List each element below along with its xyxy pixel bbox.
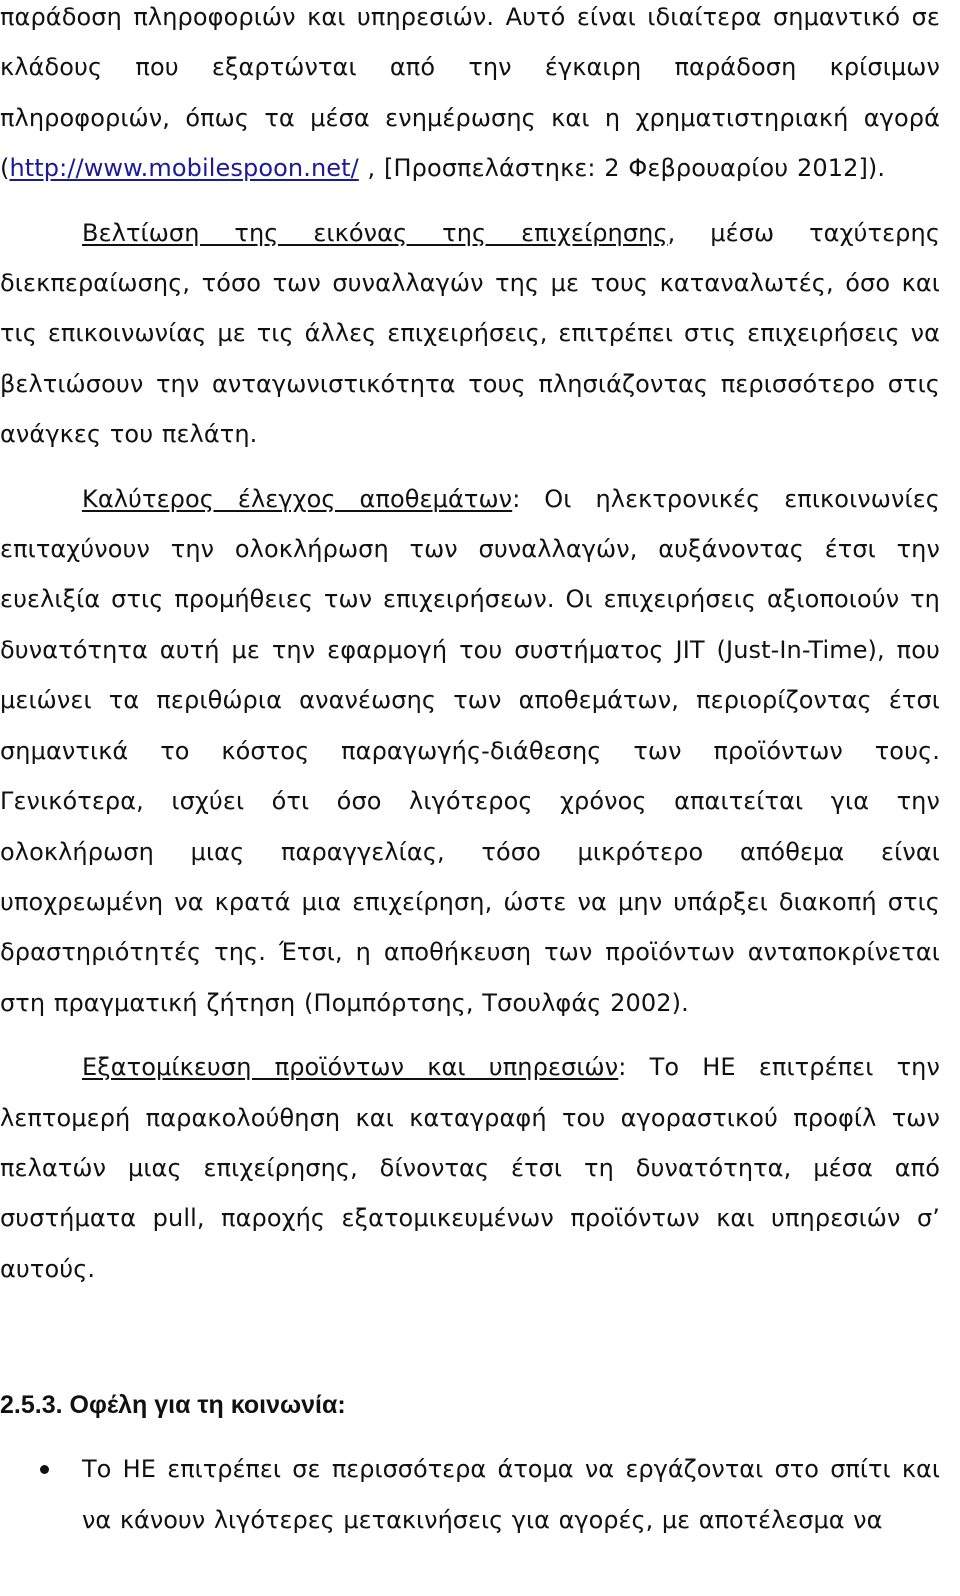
section-heading: 2.5.3. Οφέλη για τη κοινωνία: [0,1391,346,1420]
paragraph-title: Καλύτερος έλεγχος αποθεμάτων [82,484,513,513]
paragraph-body: : Το ΗΕ επιτρέπει την λεπτομερή παρακολούθηση και καταγραφή του αγοραστικού προφίλ των πελατών μιας επιχείρησης, δίνοντας έτσι τη δυνατότητα, μέσα από συστήματα pull, παροχής εξατομικευμένων προϊόντων και υπηρεσιών σ’ αυτούς. [0,1053,940,1283]
access-date-text: , [Προσπελάστηκε: 2 Φεβρουαρίου 2012]). [358,154,886,183]
paragraph-body: : Οι ηλεκτρονικές επικοινωνίες επιταχύνουν την ολοκλήρωση των συναλλαγών, αυξάνοντας έτσι την ευελιξία στις προμήθειες των επιχειρήσεων. Οι επιχειρήσεις αξιοποιούν τη δυνατότητα αυτή με την εφαρμογή του συστήματος JIT (Just-In-Time), που μειώνει τα περιθώρια ανανέωσης των αποθεμάτων, περιορίζοντας έτσι σημαντικά το κόστος παραγωγής-διάθεσης των προϊόντων τους. Γενικότερα, ισχύει ότι όσο λιγότερος χρόνος απαιτείται για την ολοκλήρωση μιας παραγγελίας, τόσο μικρότερο απόθεμα είναι υποχρεωμένη να κρατά μια επιχείρηση, ώστε να μην υπάρξει διακοπή στις δραστηριότητές της. Έτσι, η αποθήκευση των προϊόντων ανταποκρίνεται στη πραγματική ζήτηση (Πομπόρτσης, Τσουλφάς 2002). [0,484,940,1017]
paragraph-title: Βελτίωση της εικόνας της επιχείρησης [82,218,668,247]
open-paren: ( [0,154,10,183]
mobilespoon-link[interactable]: http://www.mobilespoon.net/ [9,154,359,183]
paragraph-title: Εξατομίκευση προϊόντων και υπηρεσιών [82,1053,619,1082]
list-item-text: Το ΗΕ επιτρέπει σε περισσότερα άτομα να εργάζονται στο σπίτι και να κάνουν λιγότερες μετακινήσεις για αγορές, με αποτέλεσμα να [82,1455,940,1534]
intro-text: παράδοση πληροφοριών και υπηρεσιών. Αυτό είναι ιδιαίτερα σημαντικό σε κλάδους που εξαρτώνται από την έγκαιρη παράδοση κρίσιμων πληροφοριών, όπως τα μέσα ενημέρωσης και η χρηματιστηριακή αγορά [0,3,940,132]
paragraph-body: , μέσω ταχύτερης διεκπεραίωσης, τόσο των συναλλαγών της με τους καταναλωτές, όσο και τις επικοινωνίας με τις άλλες επιχειρήσεις, επιτρέπει στις επιχειρήσεις να βελτιώσουν την ανταγωνιστικότητα τους πλησιάζοντας περισσότερο στις ανάγκες του πελάτη. [0,218,940,449]
benefits-list [0,1444,940,1545]
paragraph-inventory-control [0,474,940,1028]
list-item [0,1444,940,1545]
paragraph-personalization [0,1042,940,1294]
paragraph-image-improvement [0,208,940,460]
intro-paragraph [0,0,940,194]
bullet-icon [40,1465,49,1474]
